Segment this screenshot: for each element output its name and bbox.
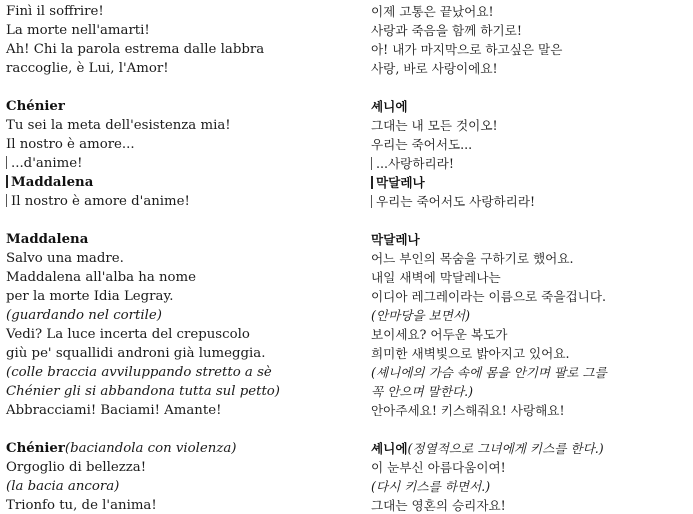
italian-line: raccoglie, è Lui, l'Amor! [6, 61, 169, 76]
italian-line: giù pe' squallidi androni già lumeggia. [6, 346, 266, 361]
korean-line: 그대는 내 모든 것이오! [371, 118, 498, 133]
korean-line: 이디아 레그레이라는 이름으로 죽을겁니다. [371, 289, 606, 304]
italian-line: Trionfo tu, de l'anima! [6, 498, 157, 513]
stanza-gap [371, 211, 691, 230]
speaker-name: Maddalena [6, 232, 89, 247]
line-marker [6, 156, 7, 169]
korean-line-text: ...사랑하리라! [376, 156, 454, 171]
korean-line: 우리는 죽어서도... [371, 137, 473, 152]
korean-line: 아! 내가 마지막으로 하고싶은 말은 [371, 42, 563, 57]
stage-direction: (baciandola con violenza) [64, 441, 237, 456]
speaker-name-text: Maddalena [11, 175, 94, 190]
italian-line: La morte nell'amarti! [6, 23, 150, 38]
speaker-name: 막달레나 [371, 232, 420, 247]
stanza-gap [371, 78, 691, 97]
italian-line: Ah! Chi la parola estrema dalle labbra [6, 42, 265, 57]
speaker-name-text: 막달레나 [376, 175, 425, 190]
stage-direction: (다시 키스를 하면서.) [371, 479, 491, 494]
italian-line: Vedi? La luce incerta del crepuscolo [6, 327, 250, 342]
speaker-name: Chénier [6, 99, 65, 114]
stanza-gap [6, 211, 356, 230]
italian-line: Maddalena all'alba ha nome [6, 270, 197, 285]
italian-line-text: Il nostro è amore d'anime! [11, 194, 190, 209]
italian-line: Abbracciami! Baciami! Amante! [6, 403, 222, 418]
stage-direction: (정열적으로 그녀에게 키스를 한다.) [407, 441, 604, 456]
speaker-line [371, 439, 691, 458]
korean-line: 어느 부인의 목숨을 구하기로 했어요. [371, 251, 574, 266]
korean-line: 그대는 영혼의 승리자요! [371, 498, 506, 513]
speaker-line [6, 439, 356, 458]
korean-line: 이제 고통은 끝났어요! [371, 4, 494, 19]
korean-line: 사랑과 죽음을 함께 하기로! [371, 23, 522, 38]
stage-direction: (셰니에의 가슴 속에 몸을 안기며 팔로 그를 [371, 365, 607, 380]
korean-line: 내일 새벽에 막달레나는 [371, 270, 501, 285]
stanza-gap [371, 420, 691, 439]
korean-line: 이 눈부신 아름다움이여! [371, 460, 506, 475]
italian-line: Orgoglio di bellezza! [6, 460, 147, 475]
italian-line: Il nostro è amore... [6, 137, 135, 152]
line-marker [6, 194, 7, 207]
speaker-name-marked [371, 173, 691, 192]
korean-line-marked [371, 154, 691, 173]
korean-line-marked [371, 192, 691, 211]
korean-line-text: 우리는 죽어서도 사랑하리라! [376, 194, 536, 209]
speaker-name: Chénier [6, 441, 65, 456]
italian-line: Salvo una madre. [6, 251, 124, 266]
stanza-gap [6, 78, 356, 97]
speaker-name: 셰니에 [371, 441, 408, 456]
line-marker [371, 176, 373, 189]
italian-line-marked [6, 192, 356, 211]
italian-line: Tu sei la meta dell'esistenza mia! [6, 118, 231, 133]
korean-line: 사랑, 바로 사랑이에요! [371, 61, 498, 76]
line-marker [371, 157, 372, 170]
italian-line: Finì il soffrire! [6, 4, 104, 19]
korean-line: 안아주세요! 키스해줘요! 사랑해요! [371, 403, 565, 418]
stanza-gap [6, 420, 356, 439]
italian-column [6, 2, 356, 514]
stage-direction: (안마당을 보면서) [371, 308, 470, 323]
korean-line: 희미한 새벽빛으로 밝아지고 있어요. [371, 346, 570, 361]
line-marker [371, 195, 372, 208]
speaker-name-marked [6, 173, 356, 192]
italian-line: per la morte Idia Legray. [6, 289, 174, 304]
korean-line: 보이세요? 어두운 복도가 [371, 327, 508, 342]
line-marker [6, 175, 8, 188]
stage-direction: Chénier gli si abbandona tutta sul petto) [6, 384, 280, 399]
italian-line-marked [6, 154, 356, 173]
stage-direction: 꼭 안으며 말한다.) [371, 384, 474, 399]
stage-direction: (la bacia ancora) [6, 479, 120, 494]
speaker-name: 셰니에 [371, 99, 408, 114]
stage-direction: (colle braccia avviluppando stretto a sè [6, 365, 272, 380]
stage-direction: (guardando nel cortile) [6, 308, 162, 323]
korean-column [371, 2, 691, 514]
italian-line-text: ...d'anime! [11, 156, 83, 171]
